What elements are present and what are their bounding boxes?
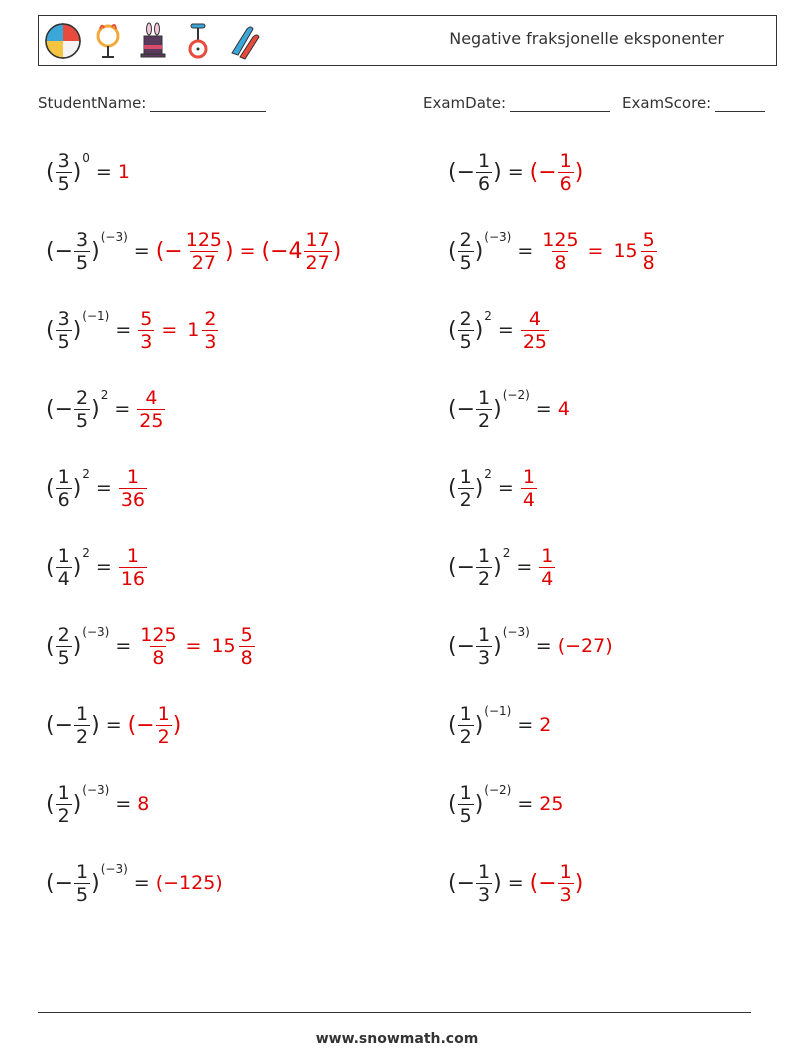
denominator: 5 [76,409,89,432]
denominator: 3 [204,330,217,353]
juggling-pins-icon [223,21,263,61]
mixed-fraction [304,229,332,274]
answer-value: 1 [117,161,130,183]
mixed-whole: 15 [613,240,638,262]
answer-value: 25 [539,793,564,815]
denominator: 2 [478,567,491,590]
answer-value: (−125) [155,872,223,894]
problem-item [448,290,550,370]
answer-fraction [119,466,147,511]
answer-fraction [137,387,165,432]
answer [530,150,584,195]
exam-score-line[interactable] [715,97,765,112]
equals-sign: = [133,872,150,894]
numerator: 1 [459,702,472,725]
answer-fraction [539,545,555,590]
answer-equals: = [185,635,202,657]
numerator: 3 [76,228,89,251]
open-paren: (− [448,870,476,896]
numerator: 1 [478,149,491,172]
problem-item [448,448,538,528]
answer [156,229,342,274]
denominator: 5 [57,646,70,669]
equals-sign: = [497,319,514,341]
denominator: 4 [57,567,70,590]
numerator: 1 [541,544,554,567]
open-paren: (− [46,238,74,264]
numerator: 2 [459,228,472,251]
denominator: 36 [120,488,146,511]
denominator: 3 [478,646,491,669]
answer-open-paren: (− [529,870,557,896]
close-paren: ) [72,475,82,501]
close-paren: ) [72,317,82,343]
numerator: 1 [459,781,472,804]
open-paren: (− [46,870,74,896]
answer-fraction [521,308,549,353]
problem-item [448,764,563,844]
numerator: 1 [559,149,572,172]
answer-equals: = [239,240,256,262]
answer-value: (−27) [557,635,613,657]
numerator: 1 [478,386,491,409]
open-paren: ( [46,554,55,580]
answer [137,308,219,353]
open-paren: (− [448,396,476,422]
mixed-fraction [641,229,657,274]
open-paren: (− [448,159,476,185]
close-paren: ) [493,159,502,185]
footer-url: www.snowmath.com [315,1031,479,1047]
student-name-line[interactable] [150,97,266,112]
open-paren: ( [448,712,457,738]
numerator: 1 [57,781,70,804]
equals-sign: = [516,556,533,578]
numerator: 125 [542,228,579,251]
base-fraction [458,782,474,827]
denominator: 2 [157,725,170,748]
base-fraction [458,703,474,748]
denominator: 25 [139,409,164,432]
close-paren: ) [72,633,82,659]
exponent: (−1) [82,309,110,323]
open-paren: ( [46,317,55,343]
base-fraction [458,229,474,274]
equals-sign: = [507,872,524,894]
equals-sign: = [535,635,552,657]
equals-sign: = [95,477,112,499]
denominator: 5 [459,330,472,353]
numerator: 1 [157,702,170,725]
denominator: 2 [76,725,89,748]
problem-item [46,132,130,212]
exponent: (−3) [82,783,110,797]
base-fraction [74,703,90,748]
answer-open-paren: (− [155,238,183,264]
problem-item [448,527,556,607]
denominator: 5 [57,330,70,353]
exam-date-field [423,94,610,112]
numerator: 2 [459,307,472,330]
problem-item [46,685,181,765]
numerator: 5 [240,623,253,646]
close-paren: ) [72,159,82,185]
base-fraction [56,150,72,195]
base-fraction [74,387,90,432]
denominator: 3 [140,330,153,353]
denominator: 5 [57,172,70,195]
open-paren: (− [46,396,74,422]
answer [558,635,613,657]
numerator: 1 [559,860,572,883]
exponent: (−1) [484,704,512,718]
answer [118,545,148,590]
problem-item [46,764,149,844]
numerator: 5 [140,307,153,330]
answer-value: 2 [539,714,552,736]
answer-equals: = [587,240,604,262]
open-paren: ( [46,633,55,659]
close-paren: ) [474,712,484,738]
answer-close-paren: ) [172,712,182,738]
close-paren: ) [493,396,502,422]
answer [118,161,130,183]
fire-ring-icon [88,21,128,61]
numerator: 125 [140,623,177,646]
equals-sign: = [517,793,534,815]
exponent: (−2) [484,783,512,797]
denominator: 2 [459,488,472,511]
close-paren: ) [474,475,484,501]
base-fraction [476,545,492,590]
exponent: 2 [502,546,511,560]
problem-item [46,369,166,449]
answer-close-paren: ) [332,238,342,264]
numerator: 1 [76,860,89,883]
denominator: 27 [191,251,216,274]
unicycle-icon [178,21,218,61]
beach-ball-icon [43,21,83,61]
denominator: 5 [76,251,89,274]
denominator: 8 [554,251,567,274]
denominator: 5 [459,804,472,827]
problem-item [448,685,551,765]
answer-value: 4 [557,398,570,420]
exponent: (−2) [502,388,530,402]
exponent: 2 [484,467,492,481]
exponent: 2 [100,388,109,402]
open-paren: ( [448,317,457,343]
close-paren: ) [474,317,484,343]
exam-date-label: ExamDate: [423,94,507,112]
answer-fraction [119,545,147,590]
denominator: 8 [642,251,655,274]
close-paren: ) [474,791,484,817]
exam-score-label: ExamScore: [622,94,712,112]
equals-sign: = [105,714,122,736]
denominator: 8 [152,646,165,669]
answer-open-paren: (− [529,159,557,185]
answer [539,229,657,274]
base-fraction [74,861,90,906]
numerator: 3 [57,307,70,330]
equals-sign: = [517,714,534,736]
open-paren: ( [448,238,457,264]
exponent: (−3) [100,230,128,244]
answer-close-paren: ) [574,870,584,896]
answer [137,624,255,669]
equals-sign: = [95,161,112,183]
numerator: 1 [126,544,139,567]
footer-divider [38,1012,751,1013]
problem-item [46,211,341,291]
answer [538,545,556,590]
exponent: (−3) [484,230,512,244]
worksheet-header [38,15,777,66]
header-icons [43,21,263,61]
open-paren: ( [46,475,55,501]
exponent: (−3) [502,625,530,639]
denominator: 3 [478,883,491,906]
open-paren: ( [448,791,457,817]
exponent: (−3) [82,625,110,639]
close-paren: ) [493,870,502,896]
denominator: 27 [305,251,330,274]
student-name-field [38,94,266,112]
denominator: 16 [120,567,146,590]
denominator: 5 [76,883,89,906]
numerator: 1 [522,465,535,488]
base-fraction [56,308,72,353]
equals-sign: = [115,635,132,657]
answer-fraction [138,624,178,669]
answer [137,793,149,815]
denominator: 2 [57,804,70,827]
close-paren: ) [72,791,82,817]
base-fraction [476,861,492,906]
numerator: 3 [57,149,70,172]
open-paren: (− [448,633,476,659]
mixed-fraction [239,624,255,669]
numerator: 2 [57,623,70,646]
denominator: 6 [559,172,572,195]
problem-item [448,132,583,212]
answer-close-paren: ) [225,238,234,264]
numerator: 1 [459,465,472,488]
base-fraction [476,387,492,432]
numerator: 2 [204,307,217,330]
answer-fraction [540,229,580,274]
denominator: 6 [478,172,491,195]
answer [558,398,570,420]
answer-fraction [184,229,224,274]
problem-item [448,843,583,923]
close-paren: ) [72,554,82,580]
problem-item [448,369,570,449]
close-paren: ) [91,396,100,422]
exponent: 2 [82,467,90,481]
equals-sign: = [115,793,132,815]
answer-fraction [558,861,574,906]
problem-item [46,606,256,686]
student-name-label: StudentName: [38,94,147,112]
numerator: 1 [57,465,70,488]
denominator: 25 [522,330,548,353]
magic-hat-icon [133,21,173,61]
close-paren: ) [91,712,100,738]
numerator: 125 [185,228,222,251]
exponent: 2 [82,546,90,560]
answer [520,308,550,353]
equals-sign: = [497,477,514,499]
answer-open-paren: (− [127,712,155,738]
equals-sign: = [517,240,534,262]
equals-sign: = [133,240,150,262]
answer [520,466,538,511]
numerator: 5 [642,228,655,251]
answer [156,872,223,894]
numerator: 1 [126,465,139,488]
answer-value: 8 [137,793,150,815]
mixed-fraction [202,308,218,353]
denominator: 3 [559,883,572,906]
answer [118,466,148,511]
problem-item [46,843,223,923]
numerator: 1 [478,544,491,567]
answer [128,703,182,748]
answer-equals: = [161,319,178,341]
base-fraction [74,229,90,274]
equals-sign: = [507,161,524,183]
answer-close-paren: ) [574,159,584,185]
numerator: 4 [528,307,541,330]
denominator: 2 [478,409,491,432]
answer [530,861,584,906]
close-paren: ) [493,554,502,580]
close-paren: ) [493,633,502,659]
exam-date-line[interactable] [510,97,610,112]
exponent: 2 [484,309,492,323]
exam-score-field [622,94,765,112]
denominator: 5 [459,251,472,274]
numerator: 1 [478,623,491,646]
denominator: 8 [240,646,253,669]
base-fraction [476,150,492,195]
exponent: 0 [82,151,90,165]
denominator: 2 [459,725,472,748]
numerator: 1 [57,544,70,567]
base-fraction [56,782,72,827]
answer-fraction [558,150,574,195]
numerator: 4 [145,386,158,409]
open-paren: ( [448,475,457,501]
equals-sign: = [114,398,131,420]
answer-fraction [521,466,537,511]
numerator: 2 [76,386,89,409]
numerator: 1 [478,860,491,883]
answer-fraction [156,703,172,748]
base-fraction [56,624,72,669]
open-paren: ( [46,791,55,817]
denominator: 4 [522,488,535,511]
equals-sign: = [95,556,112,578]
answer [136,387,166,432]
answer-open-paren: (−4 [261,238,303,264]
numerator: 17 [305,228,330,251]
base-fraction [458,308,474,353]
problem-item [448,211,658,291]
base-fraction [56,466,72,511]
open-paren: (− [46,712,74,738]
open-paren: (− [448,554,476,580]
close-paren: ) [91,238,100,264]
problem-item [46,448,148,528]
denominator: 4 [541,567,554,590]
mixed-whole: 1 [187,319,200,341]
equals-sign: = [535,398,552,420]
close-paren: ) [91,870,100,896]
problem-item [46,290,219,370]
answer-fraction [138,308,154,353]
denominator: 6 [57,488,70,511]
problem-item [46,527,148,607]
close-paren: ) [474,238,484,264]
equals-sign: = [115,319,132,341]
problem-item [448,606,613,686]
answer [539,714,551,736]
numerator: 1 [76,702,89,725]
answer [539,793,563,815]
open-paren: ( [46,159,55,185]
base-fraction [476,624,492,669]
mixed-whole: 15 [211,635,236,657]
base-fraction [458,466,474,511]
worksheet-title: Negative fraksjonelle eksponenter [449,29,724,48]
base-fraction [56,545,72,590]
exponent: (−3) [100,862,128,876]
